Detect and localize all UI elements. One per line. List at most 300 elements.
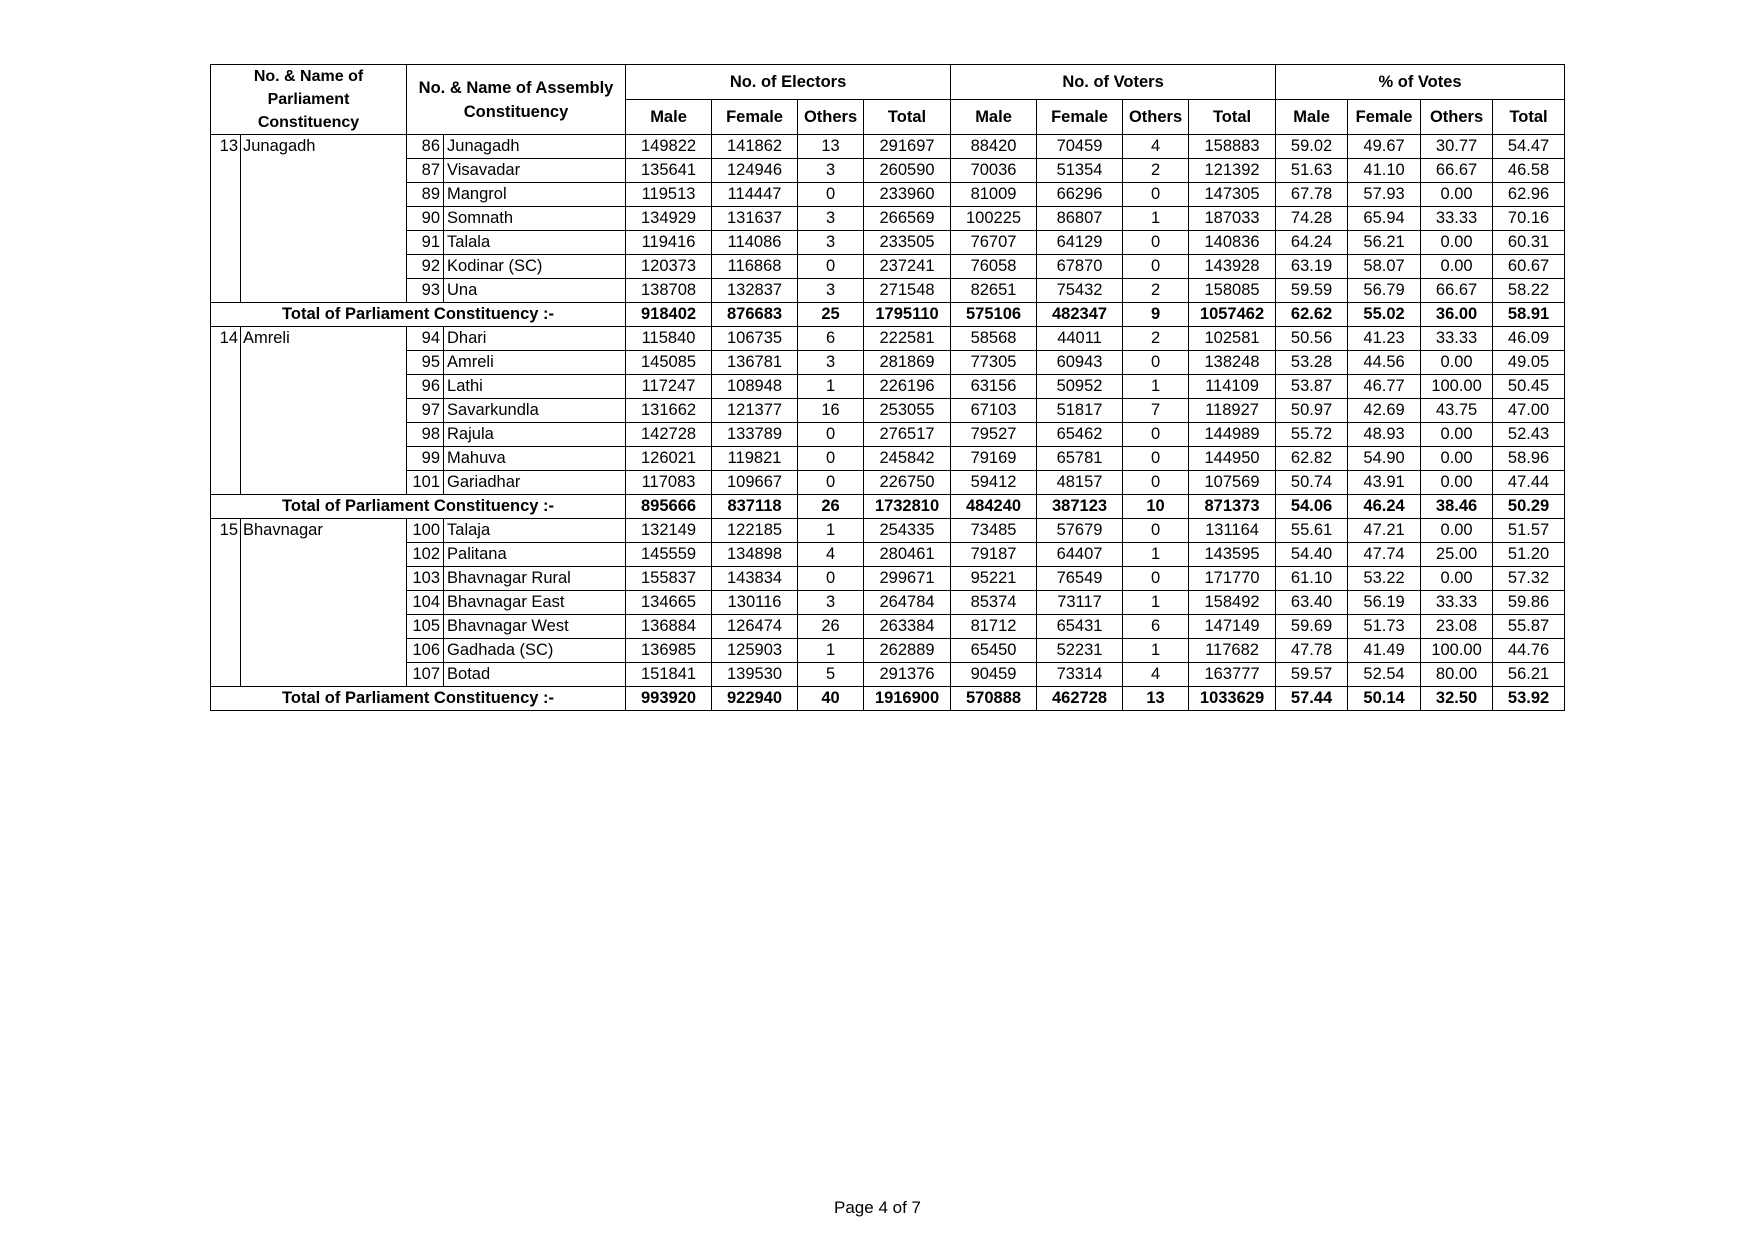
electors-total-cell: 266569 [864,207,951,231]
pct-others-cell: 0.00 [1421,519,1493,543]
total-electors-others-cell: 25 [798,303,864,327]
table-row [211,183,1565,207]
pct-female-cell: 56.19 [1348,591,1421,615]
total-voters-male-cell: 570888 [951,687,1037,711]
voters-total-cell: 187033 [1189,207,1276,231]
pc-name: Amreli [241,327,407,495]
electors-female-cell: 116868 [712,255,798,279]
voters-others-cell: 1 [1123,207,1189,231]
ac-name: Gariadhar [444,471,626,495]
electors-male-cell: 145085 [626,351,712,375]
voters-others-cell: 0 [1123,255,1189,279]
sub-header-electors-male: Male [626,100,712,135]
ac-name: Mangrol [444,183,626,207]
ac-number: 89 [407,183,444,207]
voters-total-cell: 117682 [1189,639,1276,663]
pct-total-cell: 49.05 [1493,351,1565,375]
electors-female-cell: 121377 [712,399,798,423]
pct-female-cell: 49.67 [1348,135,1421,159]
electors-female-cell: 132837 [712,279,798,303]
pct-others-cell: 80.00 [1421,663,1493,687]
electors-others-cell: 0 [798,471,864,495]
voters-total-cell: 163777 [1189,663,1276,687]
voters-total-cell: 140836 [1189,231,1276,255]
electors-male-cell: 131662 [626,399,712,423]
total-electors-male-cell: 918402 [626,303,712,327]
ac-name: Bhavnagar Rural [444,567,626,591]
pct-male-cell: 47.78 [1276,639,1348,663]
voters-others-cell: 1 [1123,375,1189,399]
ac-number: 87 [407,159,444,183]
electors-male-cell: 151841 [626,663,712,687]
electors-others-cell: 0 [798,423,864,447]
voters-female-cell: 73314 [1037,663,1123,687]
electors-male-cell: 136884 [626,615,712,639]
pct-female-cell: 52.54 [1348,663,1421,687]
voters-female-cell: 65781 [1037,447,1123,471]
electors-male-cell: 142728 [626,423,712,447]
total-voters-others-cell: 10 [1123,495,1189,519]
ac-name: Kodinar (SC) [444,255,626,279]
voters-male-cell: 81009 [951,183,1037,207]
voters-total-cell: 138248 [1189,351,1276,375]
pct-male-cell: 51.63 [1276,159,1348,183]
ac-name: Talaja [444,519,626,543]
ac-number: 101 [407,471,444,495]
pct-male-cell: 63.40 [1276,591,1348,615]
pct-female-cell: 56.21 [1348,231,1421,255]
pc-column-header: No. & Name of Parliament Constituency [211,65,407,135]
electors-total-cell: 263384 [864,615,951,639]
sub-header-pct-others: Others [1421,100,1493,135]
electors-male-cell: 134929 [626,207,712,231]
voters-others-cell: 1 [1123,639,1189,663]
voters-female-cell: 86807 [1037,207,1123,231]
voters-total-cell: 158085 [1189,279,1276,303]
voters-others-cell: 0 [1123,231,1189,255]
pct-others-cell: 33.33 [1421,591,1493,615]
electors-female-cell: 141862 [712,135,798,159]
pct-female-cell: 41.49 [1348,639,1421,663]
sub-header-electors-female: Female [712,100,798,135]
pct-total-cell: 46.58 [1493,159,1565,183]
ac-number: 105 [407,615,444,639]
total-electors-male-cell: 993920 [626,687,712,711]
electors-male-cell: 120373 [626,255,712,279]
pct-total-cell: 47.44 [1493,471,1565,495]
table-row [211,375,1565,399]
ac-number: 90 [407,207,444,231]
ac-name: Gadhada (SC) [444,639,626,663]
pct-female-cell: 44.56 [1348,351,1421,375]
total-voters-total-cell: 1033629 [1189,687,1276,711]
pct-total-cell: 60.67 [1493,255,1565,279]
pct-others-cell: 100.00 [1421,639,1493,663]
electors-total-cell: 281869 [864,351,951,375]
pct-female-cell: 48.93 [1348,423,1421,447]
total-pct-total-cell: 58.91 [1493,303,1565,327]
voters-male-cell: 73485 [951,519,1037,543]
voters-male-cell: 70036 [951,159,1037,183]
voters-others-cell: 0 [1123,471,1189,495]
pct-others-cell: 25.00 [1421,543,1493,567]
ac-number: 86 [407,135,444,159]
voters-total-cell: 143595 [1189,543,1276,567]
pct-others-cell: 33.33 [1421,207,1493,231]
voters-total-cell: 147149 [1189,615,1276,639]
pct-others-cell: 0.00 [1421,351,1493,375]
table-row [211,231,1565,255]
table-row [211,351,1565,375]
electors-female-cell: 114447 [712,183,798,207]
table-row [211,207,1565,231]
sub-header-voters-male: Male [951,100,1037,135]
ac-number: 94 [407,327,444,351]
table-row [211,399,1565,423]
voters-others-cell: 0 [1123,183,1189,207]
pc-total-label: Total of Parliament Constituency :- [211,495,626,519]
voters-others-cell: 0 [1123,519,1189,543]
electors-total-cell: 299671 [864,567,951,591]
pct-female-cell: 65.94 [1348,207,1421,231]
voters-others-cell: 0 [1123,423,1189,447]
ac-name: Lathi [444,375,626,399]
voters-male-cell: 79169 [951,447,1037,471]
total-electors-others-cell: 40 [798,687,864,711]
voters-others-cell: 6 [1123,615,1189,639]
ac-name: Junagadh [444,135,626,159]
ac-name: Una [444,279,626,303]
voters-female-cell: 44011 [1037,327,1123,351]
voters-total-cell: 158492 [1189,591,1276,615]
ac-number: 102 [407,543,444,567]
ac-name: Somnath [444,207,626,231]
voters-female-cell: 50952 [1037,375,1123,399]
ac-name: Bhavnagar West [444,615,626,639]
electors-male-cell: 135641 [626,159,712,183]
electors-total-cell: 233505 [864,231,951,255]
ac-name: Bhavnagar East [444,591,626,615]
voters-total-cell: 171770 [1189,567,1276,591]
total-voters-female-cell: 482347 [1037,303,1123,327]
voters-total-cell: 147305 [1189,183,1276,207]
ac-number: 107 [407,663,444,687]
voters-female-cell: 66296 [1037,183,1123,207]
pct-others-cell: 33.33 [1421,327,1493,351]
voters-total-cell: 102581 [1189,327,1276,351]
voters-female-cell: 60943 [1037,351,1123,375]
sub-header-pct-female: Female [1348,100,1421,135]
total-pct-female-cell: 55.02 [1348,303,1421,327]
ac-name: Talala [444,231,626,255]
pct-total-cell: 58.22 [1493,279,1565,303]
sub-header-voters-total: Total [1189,100,1276,135]
pct-others-cell: 30.77 [1421,135,1493,159]
total-voters-female-cell: 387123 [1037,495,1123,519]
total-electors-female-cell: 837118 [712,495,798,519]
pc-number: 13 [211,135,241,303]
electors-male-cell: 119416 [626,231,712,255]
pct-female-cell: 46.77 [1348,375,1421,399]
electors-female-cell: 124946 [712,159,798,183]
electors-others-cell: 3 [798,159,864,183]
pct-female-cell: 58.07 [1348,255,1421,279]
ac-number: 104 [407,591,444,615]
pct-male-cell: 55.61 [1276,519,1348,543]
total-voters-total-cell: 871373 [1189,495,1276,519]
electors-female-cell: 143834 [712,567,798,591]
electors-others-cell: 3 [798,351,864,375]
total-pct-others-cell: 32.50 [1421,687,1493,711]
voters-female-cell: 73117 [1037,591,1123,615]
pct-total-cell: 62.96 [1493,183,1565,207]
pct-total-cell: 51.57 [1493,519,1565,543]
pct-male-cell: 59.02 [1276,135,1348,159]
voters-female-cell: 65431 [1037,615,1123,639]
voters-female-cell: 57679 [1037,519,1123,543]
pct-male-cell: 55.72 [1276,423,1348,447]
table-row [211,423,1565,447]
pct-group-header: % of Votes [1276,65,1565,100]
voters-male-cell: 76707 [951,231,1037,255]
electors-female-cell: 125903 [712,639,798,663]
ac-name: Dhari [444,327,626,351]
electors-total-cell: 291376 [864,663,951,687]
voters-female-cell: 70459 [1037,135,1123,159]
electors-total-cell: 226196 [864,375,951,399]
electors-others-cell: 6 [798,327,864,351]
electors-female-cell: 134898 [712,543,798,567]
voters-male-cell: 77305 [951,351,1037,375]
sub-header-electors-others: Others [798,100,864,135]
pct-total-cell: 51.20 [1493,543,1565,567]
pct-female-cell: 53.22 [1348,567,1421,591]
sub-header-electors-total: Total [864,100,951,135]
electors-group-header: No. of Electors [626,65,951,100]
page-number: Page 4 of 7 [834,1198,921,1217]
ac-number: 106 [407,639,444,663]
voters-female-cell: 67870 [1037,255,1123,279]
electors-total-cell: 262889 [864,639,951,663]
total-pct-male-cell: 62.62 [1276,303,1348,327]
voters-male-cell: 85374 [951,591,1037,615]
voters-total-cell: 114109 [1189,375,1276,399]
pc-total-row [211,303,1565,327]
voters-others-cell: 7 [1123,399,1189,423]
electors-total-cell: 276517 [864,423,951,447]
voters-male-cell: 79187 [951,543,1037,567]
total-voters-male-cell: 575106 [951,303,1037,327]
voters-male-cell: 82651 [951,279,1037,303]
table-row [211,255,1565,279]
pc-number: 14 [211,327,241,495]
voters-total-cell: 107569 [1189,471,1276,495]
voters-others-cell: 1 [1123,591,1189,615]
table-row [211,135,1565,159]
voters-female-cell: 52231 [1037,639,1123,663]
pct-female-cell: 51.73 [1348,615,1421,639]
total-pct-others-cell: 38.46 [1421,495,1493,519]
pct-others-cell: 43.75 [1421,399,1493,423]
electors-others-cell: 5 [798,663,864,687]
table-row [211,327,1565,351]
pct-female-cell: 43.91 [1348,471,1421,495]
ac-name: Rajula [444,423,626,447]
total-electors-total-cell: 1732810 [864,495,951,519]
voters-male-cell: 67103 [951,399,1037,423]
pct-male-cell: 53.87 [1276,375,1348,399]
pct-others-cell: 66.67 [1421,159,1493,183]
table-row [211,159,1565,183]
sub-header-pct-male: Male [1276,100,1348,135]
electors-total-cell: 264784 [864,591,951,615]
pct-male-cell: 53.28 [1276,351,1348,375]
voters-total-cell: 143928 [1189,255,1276,279]
pct-others-cell: 23.08 [1421,615,1493,639]
pct-total-cell: 52.43 [1493,423,1565,447]
voters-total-cell: 131164 [1189,519,1276,543]
table-row [211,543,1565,567]
total-pct-female-cell: 50.14 [1348,687,1421,711]
electors-total-cell: 245842 [864,447,951,471]
pct-others-cell: 100.00 [1421,375,1493,399]
electors-others-cell: 3 [798,279,864,303]
ac-number: 91 [407,231,444,255]
total-pct-male-cell: 57.44 [1276,687,1348,711]
table-row [211,663,1565,687]
pc-total-label: Total of Parliament Constituency :- [211,303,626,327]
pct-others-cell: 0.00 [1421,231,1493,255]
ac-name: Palitana [444,543,626,567]
pct-female-cell: 41.23 [1348,327,1421,351]
pct-total-cell: 56.21 [1493,663,1565,687]
electors-total-cell: 291697 [864,135,951,159]
voters-female-cell: 48157 [1037,471,1123,495]
voters-others-cell: 2 [1123,279,1189,303]
electors-total-cell: 226750 [864,471,951,495]
electors-total-cell: 260590 [864,159,951,183]
ac-number: 97 [407,399,444,423]
voters-total-cell: 121392 [1189,159,1276,183]
electors-total-cell: 222581 [864,327,951,351]
pct-others-cell: 0.00 [1421,423,1493,447]
table-row [211,567,1565,591]
table-row [211,615,1565,639]
voters-male-cell: 65450 [951,639,1037,663]
electors-female-cell: 133789 [712,423,798,447]
pct-male-cell: 63.19 [1276,255,1348,279]
pct-male-cell: 59.69 [1276,615,1348,639]
voters-others-cell: 4 [1123,663,1189,687]
electors-male-cell: 132149 [626,519,712,543]
voters-male-cell: 100225 [951,207,1037,231]
total-electors-total-cell: 1795110 [864,303,951,327]
pct-total-cell: 55.87 [1493,615,1565,639]
electors-male-cell: 136985 [626,639,712,663]
voters-others-cell: 0 [1123,567,1189,591]
voters-others-cell: 2 [1123,327,1189,351]
pc-total-label: Total of Parliament Constituency :- [211,687,626,711]
voters-female-cell: 65462 [1037,423,1123,447]
total-electors-male-cell: 895666 [626,495,712,519]
electors-male-cell: 115840 [626,327,712,351]
voters-total-cell: 144950 [1189,447,1276,471]
electors-others-cell: 1 [798,519,864,543]
electors-female-cell: 119821 [712,447,798,471]
voters-female-cell: 75432 [1037,279,1123,303]
voters-female-cell: 64129 [1037,231,1123,255]
voters-total-cell: 144989 [1189,423,1276,447]
electors-male-cell: 145559 [626,543,712,567]
pct-male-cell: 59.57 [1276,663,1348,687]
voters-female-cell: 64407 [1037,543,1123,567]
sub-header-voters-others: Others [1123,100,1189,135]
pct-female-cell: 47.21 [1348,519,1421,543]
pct-total-cell: 70.16 [1493,207,1565,231]
electors-male-cell: 126021 [626,447,712,471]
electors-female-cell: 114086 [712,231,798,255]
voters-female-cell: 76549 [1037,567,1123,591]
electors-others-cell: 4 [798,543,864,567]
electors-female-cell: 106735 [712,327,798,351]
total-pct-others-cell: 36.00 [1421,303,1493,327]
pc-number: 15 [211,519,241,687]
pc-total-row [211,687,1565,711]
ac-number: 99 [407,447,444,471]
electors-female-cell: 130116 [712,591,798,615]
total-voters-others-cell: 13 [1123,687,1189,711]
electors-male-cell: 138708 [626,279,712,303]
pct-male-cell: 54.40 [1276,543,1348,567]
pct-male-cell: 62.82 [1276,447,1348,471]
total-electors-others-cell: 26 [798,495,864,519]
pct-male-cell: 64.24 [1276,231,1348,255]
voters-total-cell: 118927 [1189,399,1276,423]
voters-male-cell: 59412 [951,471,1037,495]
voters-others-cell: 2 [1123,159,1189,183]
electors-total-cell: 271548 [864,279,951,303]
voters-male-cell: 95221 [951,567,1037,591]
ac-number: 95 [407,351,444,375]
ac-name: Visavadar [444,159,626,183]
electors-male-cell: 155837 [626,567,712,591]
ac-number: 103 [407,567,444,591]
total-voters-male-cell: 484240 [951,495,1037,519]
voters-others-cell: 4 [1123,135,1189,159]
pct-others-cell: 0.00 [1421,183,1493,207]
electors-others-cell: 16 [798,399,864,423]
voters-male-cell: 81712 [951,615,1037,639]
pct-total-cell: 47.00 [1493,399,1565,423]
electors-others-cell: 3 [798,231,864,255]
pct-total-cell: 46.09 [1493,327,1565,351]
pct-male-cell: 59.59 [1276,279,1348,303]
voters-male-cell: 88420 [951,135,1037,159]
table-body [211,135,1565,711]
electors-others-cell: 3 [798,207,864,231]
voters-others-cell: 0 [1123,351,1189,375]
ac-column-header: No. & Name of Assembly Constituency [407,65,626,135]
electors-female-cell: 136781 [712,351,798,375]
voters-male-cell: 58568 [951,327,1037,351]
pct-others-cell: 66.67 [1421,279,1493,303]
pct-female-cell: 56.79 [1348,279,1421,303]
pct-female-cell: 54.90 [1348,447,1421,471]
pct-male-cell: 50.74 [1276,471,1348,495]
electors-others-cell: 0 [798,255,864,279]
pct-female-cell: 42.69 [1348,399,1421,423]
electors-female-cell: 108948 [712,375,798,399]
